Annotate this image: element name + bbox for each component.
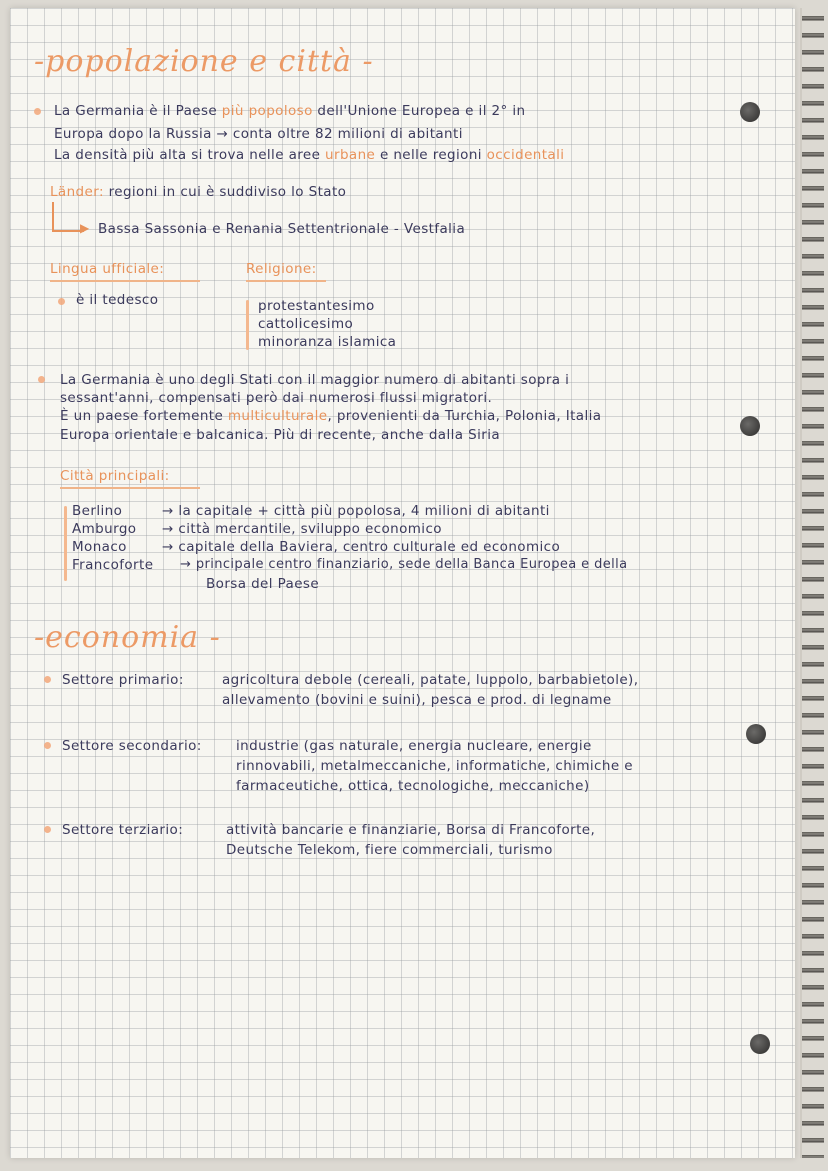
highlight-text: più popoloso bbox=[221, 103, 313, 119]
secondario-line3: farmaceutiche, ottica, tecnologiche, meccaniche) bbox=[236, 778, 590, 794]
highlight-text: urbane bbox=[325, 147, 376, 163]
terziario-line1: attività bancarie e finanziarie, Borsa di Francoforte, bbox=[226, 822, 596, 838]
binder-hole-icon bbox=[746, 724, 766, 744]
lander-example: Bassa Sassonia e Renania Settentrionale - Vestfalia bbox=[98, 221, 466, 237]
underline bbox=[246, 280, 326, 282]
underline bbox=[50, 280, 200, 282]
highlight-text: multiculturale bbox=[227, 408, 328, 424]
para2-line1: La Germania è uno degli Stati con il maggior numero di abitanti sopra i bbox=[60, 372, 570, 388]
religione-item: cattolicesimo bbox=[258, 316, 354, 332]
text-span: La densità più alta si trova nelle aree bbox=[54, 147, 326, 163]
primario-line2: allevamento (bovini e suini), pesca e prod. di legname bbox=[222, 692, 612, 708]
secondario-line2: rinnovabili, metalmeccaniche, informatiche, chimiche e bbox=[236, 758, 633, 774]
binder-hole-icon bbox=[740, 416, 760, 436]
bullet-icon bbox=[44, 826, 51, 833]
lingua-label: Lingua ufficiale: bbox=[50, 261, 165, 277]
title-text: economia bbox=[45, 620, 200, 655]
city-desc: → la capitale + città più popolosa, 4 milioni di abitanti bbox=[162, 503, 550, 519]
text-span: e nelle regioni bbox=[375, 147, 487, 163]
religione-item: minoranza islamica bbox=[258, 334, 397, 350]
city-desc-cont: Borsa del Paese bbox=[206, 576, 320, 592]
bullet-icon bbox=[58, 298, 65, 305]
section-title-popolazione: -popolazione e città - bbox=[34, 44, 374, 79]
bullet-icon bbox=[44, 676, 51, 683]
highlight-text: occidentali bbox=[486, 147, 565, 163]
para1-line3 bbox=[54, 147, 564, 163]
para2-line2: sessant'anni, compensati però dai numerosi flussi migratori. bbox=[60, 390, 493, 406]
spiral-binding-icon bbox=[800, 8, 824, 1158]
bullet-icon bbox=[38, 376, 45, 383]
text-span: È un paese fortemente bbox=[60, 408, 228, 424]
para2-line4: Europa orientale e balcanica. Più di recente, anche dalla Siria bbox=[60, 427, 501, 443]
religione-label: Religione: bbox=[246, 261, 317, 277]
religione-item: protestantesimo bbox=[258, 298, 375, 314]
city-name: Monaco bbox=[72, 539, 127, 555]
notebook-page bbox=[10, 8, 795, 1158]
lander-text: regioni in cui è suddiviso lo Stato bbox=[103, 184, 347, 200]
city-desc: → principale centro finanziario, sede della Banca Europea e della bbox=[180, 557, 628, 572]
lander-line bbox=[50, 184, 346, 200]
primario-label: Settore primario: bbox=[62, 672, 184, 688]
highlight-bar bbox=[246, 300, 249, 350]
primario-line1: agricoltura debole (cereali, patate, luppolo, barbabietole), bbox=[222, 672, 639, 688]
section-title-economia: -economia - bbox=[34, 620, 221, 655]
secondario-label: Settore secondario: bbox=[62, 738, 202, 754]
lingua-value: è il tedesco bbox=[76, 292, 159, 308]
text-span: La Germania è il Paese bbox=[54, 103, 222, 119]
text-span: , provenienti da Turchia, Polonia, Italia bbox=[327, 408, 602, 424]
binder-hole-icon bbox=[740, 102, 760, 122]
city-name: Berlino bbox=[72, 503, 123, 519]
arrow-head-icon: ▶ bbox=[80, 221, 90, 235]
city-desc: → capitale della Baviera, centro culturale ed economico bbox=[162, 539, 561, 555]
underline bbox=[60, 487, 200, 489]
citta-label: Città principali: bbox=[60, 468, 170, 484]
city-name: Francoforte bbox=[72, 557, 154, 573]
city-name: Amburgo bbox=[72, 521, 137, 537]
highlight-bar bbox=[64, 506, 67, 581]
lander-label: Länder: bbox=[50, 184, 104, 200]
city-desc: → città mercantile, sviluppo economico bbox=[162, 521, 442, 537]
terziario-label: Settore terziario: bbox=[62, 822, 184, 838]
binder-hole-icon bbox=[750, 1034, 770, 1054]
secondario-line1: industrie (gas naturale, energia nucleare, energie bbox=[236, 738, 592, 754]
text-span: dell'Unione Europea e il 2° in bbox=[312, 103, 526, 119]
bullet-icon bbox=[34, 108, 41, 115]
terziario-line2: Deutsche Telekom, fiere commerciali, turismo bbox=[226, 842, 553, 858]
para2-line3 bbox=[60, 408, 601, 424]
bullet-icon bbox=[44, 742, 51, 749]
para1-line1 bbox=[54, 103, 525, 119]
para1-line2: Europa dopo la Russia → conta oltre 82 milioni di abitanti bbox=[54, 126, 463, 142]
title-text: popolazione e città bbox=[45, 44, 352, 79]
